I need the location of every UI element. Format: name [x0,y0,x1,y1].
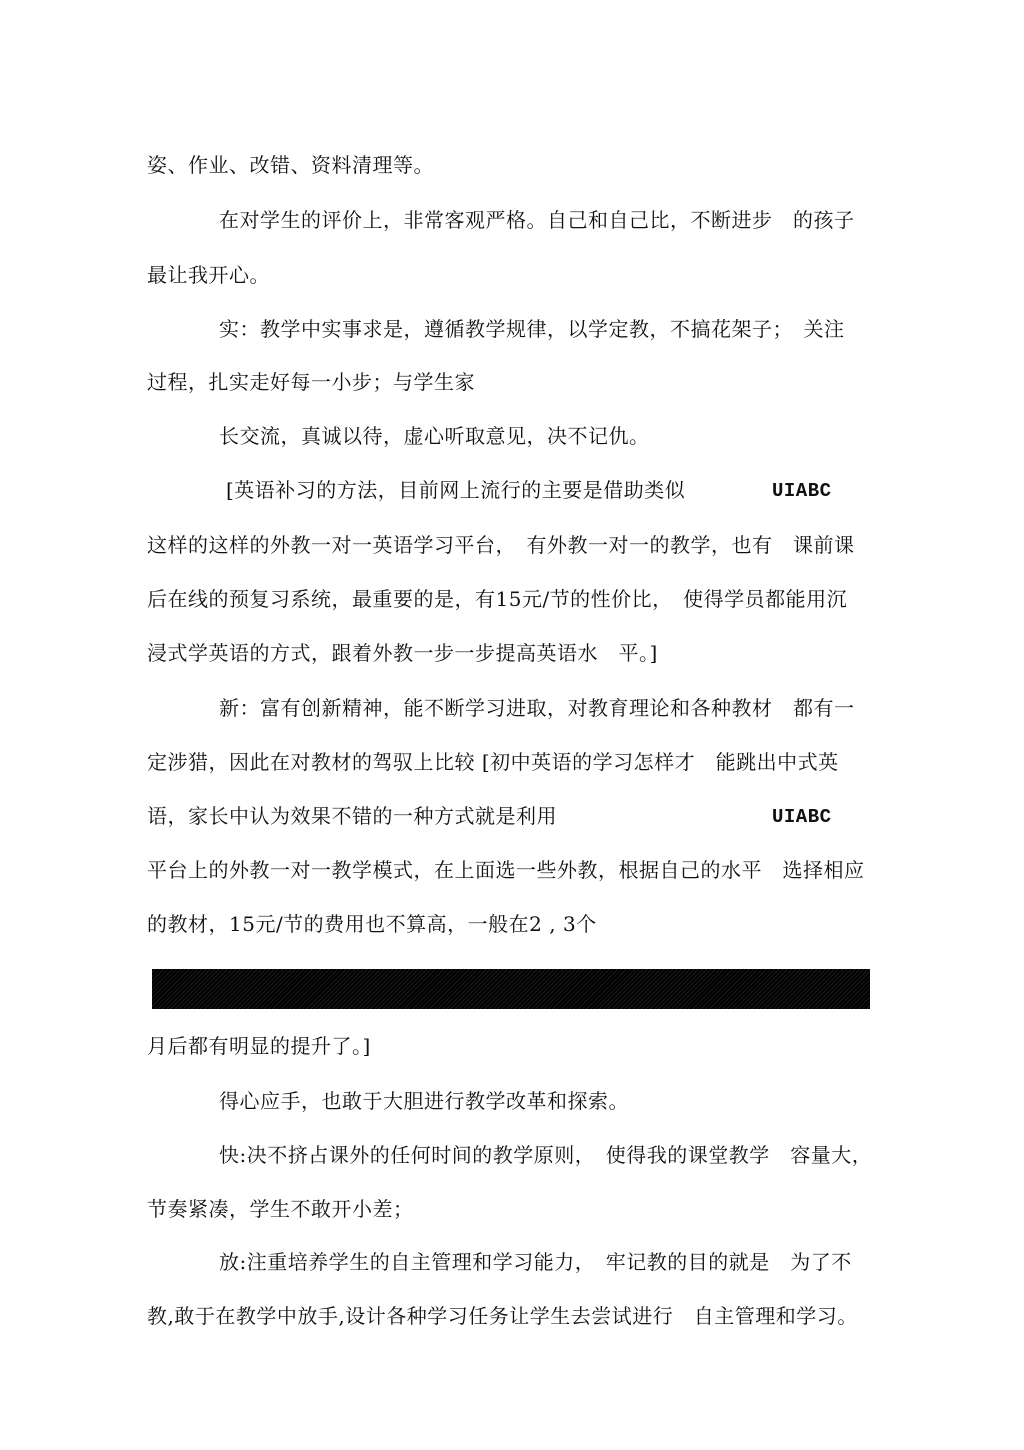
paragraph-line: 的教材，15元/节的费用也不算高，一般在2 , 3个 [147,912,597,936]
paragraph-line: 定涉猎，因此在对教材的驾驭上比较 [初中英语的学习怎样才 能跳出中式英 [147,750,839,774]
paragraph-line: [英语补习的方法，目前网上流行的主要是借助类似 [226,478,686,502]
paragraph-line: 后在线的预复习系统，最重要的是，有15元/节的性价比， 使得学员都能用沉 [147,587,848,611]
paragraph-line: 教,敢于在教学中放手,设计各种学习任务让学生去尝试进行 自主管理和学习。 [147,1304,858,1328]
paragraph-line: 节奏紧凑，学生不敢开小差； [147,1197,414,1221]
paragraph-line: 快:决不挤占课外的任何时间的教学原则， 使得我的课堂教学 容量大， [219,1143,873,1167]
paragraph-line: 语，家长中认为效果不错的一种方式就是利用 [147,804,557,828]
paragraph-line: 最让我开心。 [147,263,270,287]
paragraph-line: 姿、作业、改错、资料清理等。 [147,153,434,177]
paragraph-line: 放:注重培养学生的自主管理和学习能力， 牢记教的目的就是 为了不 [219,1250,852,1274]
paragraph-line: 月后都有明显的提升了。] [147,1034,371,1058]
brand-name: UIABC [772,480,832,502]
redaction-bar [152,969,870,1009]
paragraph-line: 浸式学英语的方式，跟着外教一步一步提高英语水 平。] [147,641,658,665]
paragraph-line: 长交流，真诚以待，虚心听取意见，决不记仇。 [219,424,650,448]
paragraph-line: 这样的这样的外教一对一英语学习平台， 有外教一对一的教学，也有 课前课 [147,533,855,557]
paragraph-line: 新：富有创新精神，能不断学习进取，对教育理论和各种教材 都有一 [219,696,855,720]
brand-name: UIABC [772,806,832,828]
paragraph-line: 过程，扎实走好每一小步；与学生家 [147,370,475,394]
paragraph-line: 在对学生的评价上，非常客观严格。自己和自己比，不断进步 的孩子 [219,208,855,232]
paragraph-line: 平台上的外教一对一教学模式，在上面选一些外教，根据自己的水平 选择相应 [147,858,865,882]
paragraph-line: 实：教学中实事求是，遵循教学规律，以学定教，不搞花架子； 关注 [219,317,845,341]
paragraph-line: 得心应手，也敢于大胆进行教学改革和探索。 [219,1089,629,1113]
